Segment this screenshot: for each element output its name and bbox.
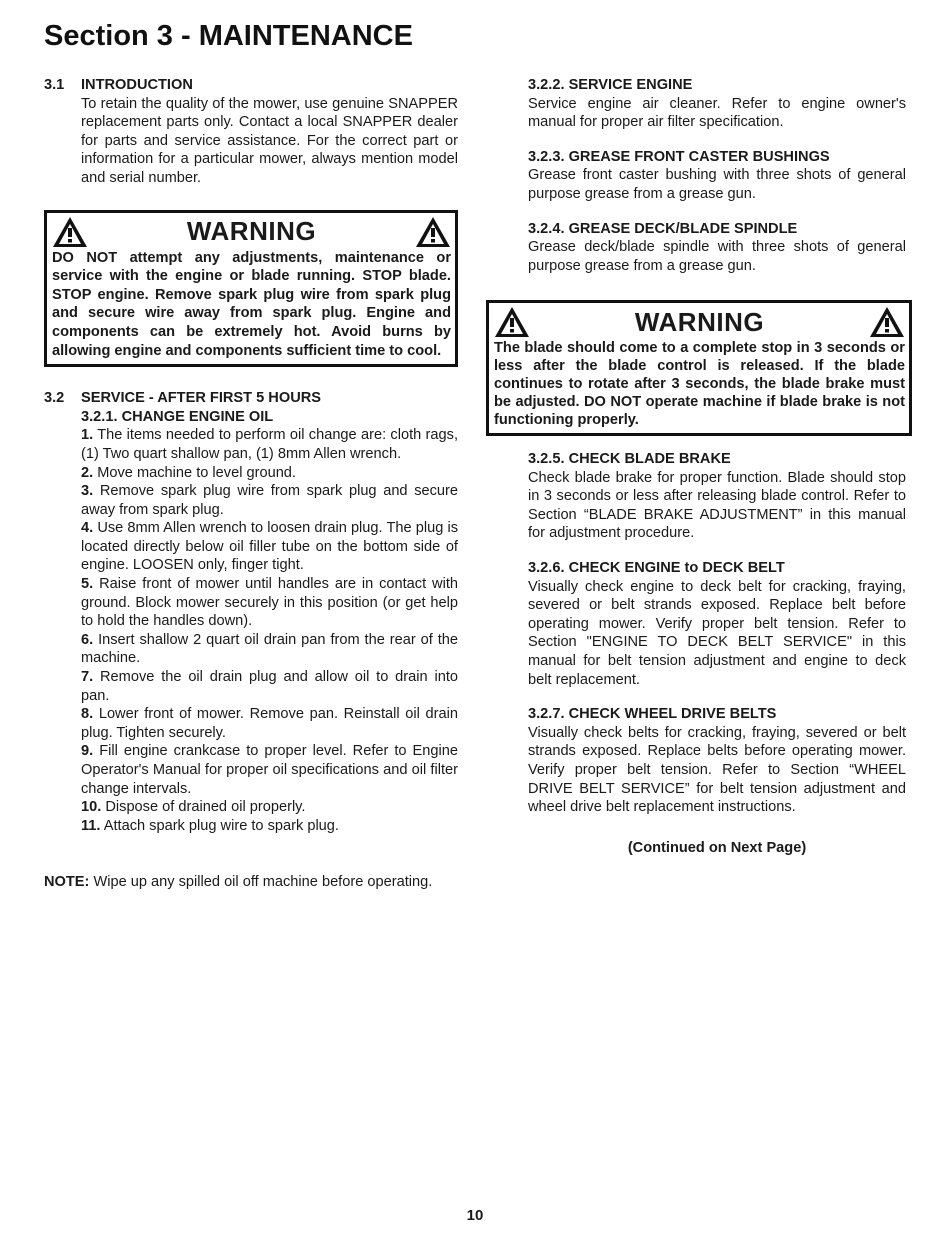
step-item: 2. Move machine to level ground. (81, 464, 296, 481)
section-3-2-number: 3.2 (44, 390, 65, 407)
section-3-2-3-heading: 3.2.3. GREASE FRONT CASTER BUSHINGS (528, 148, 830, 165)
note (44, 873, 458, 892)
warning-triangle-icon (52, 216, 88, 248)
section-3-2-6-text: Visually check engine to deck belt for cracking, fraying, severed or belt strands exposed. Replace belt before operating mower. Verify proper belt tension. Refer to Section "ENGINE TO DECK BELT SERVICE" in this manual for belt tension adjustment and engine to deck belt replacement. (528, 578, 906, 688)
warning-box-right (486, 300, 912, 436)
step-item: 8. Lower front of mower. Remove pan. Reinstall oil drain plug. Tighten securely. (81, 706, 458, 741)
step-item: 4. Use 8mm Allen wrench to loosen drain plug. The plug is located directly below oil filler tube on the bottom side of engine. LOOSEN only, finger tight. (81, 520, 458, 574)
section-3-2-5-heading: 3.2.5. CHECK BLADE BRAKE (528, 451, 731, 467)
section-3-2-title: SERVICE - AFTER FIRST 5 HOURS (81, 390, 322, 407)
section-3-2-5-text: Check blade brake for proper function. Blade should stop in 3 seconds or less after releasing blade control. Refer to Section “BLADE BRAKE ADJUSTMENT” in this manual for adjustment procedure. (528, 469, 906, 542)
step-item: 1. The items needed to perform oil change are: cloth rags, (1) Two quart shallow pan, (1) 8mm Allen wrench. (81, 427, 458, 462)
section-3-2-1-heading: 3.2.1. CHANGE ENGINE OIL (81, 408, 274, 425)
note-text: Wipe up any spilled oil off machine before operating. (89, 874, 433, 891)
note-label: NOTE: (44, 874, 90, 891)
warning-triangle-icon (869, 306, 905, 338)
section-3-2-7-text: Visually check belts for cracking, fraying, severed or belt strands exposed. Replace belts before operating mower. Verify proper belt tension. Refer to Section “WHEEL DRIVE BELT SERVICE” for belt tension adjustment and wheel drive belt replacement instructions. (528, 724, 906, 816)
warning-text: DO NOT attempt any adjustments, maintenance or service with the engine or blade running. STOP blade. STOP engine. Remove spark plug wire from spark plug and secure wire away from spark plug. Engine and components can be extremely hot. Avoid burns by allowing engine and components sufficient time to cool. (52, 249, 451, 359)
section-3-2-4-text: Grease deck/blade spindle with three shots of general purpose grease from a grease gun. (528, 239, 906, 274)
page-number: 10 (466, 1207, 484, 1224)
warning-triangle-icon (494, 306, 530, 338)
step-item: 11. Attach spark plug wire to spark plug. (81, 817, 339, 834)
step-item: 10. Dispose of drained oil properly. (81, 799, 306, 816)
section-3-2-6-heading: 3.2.6. CHECK ENGINE to DECK BELT (528, 559, 785, 576)
section-3-2-2-text: Service engine air cleaner. Refer to engine owner's manual for proper air filter specification. (528, 95, 906, 131)
warning-triangle-icon (415, 216, 451, 248)
warning-box-left (44, 210, 458, 368)
step-item: 3. Remove spark plug wire from spark plug and secure away from spark plug. (81, 483, 458, 518)
warning-header (494, 305, 905, 339)
section-3-1-title: INTRODUCTION (81, 77, 193, 93)
warning-title: WARNING (186, 216, 317, 247)
section-3-2-4-heading: 3.2.4. GREASE DECK/BLADE SPINDLE (528, 220, 798, 237)
continued-note: (Continued on Next Page) (627, 839, 807, 856)
section-3-2-2-heading: 3.2.2. SERVICE ENGINE (528, 77, 693, 93)
page-title: Section 3 - MAINTENANCE (44, 20, 413, 52)
step-item: 9. Fill engine crankcase to proper level. Refer to Engine Operator's Manual for proper oil specifications and oil filter change intervals. (81, 743, 458, 797)
warning-header (52, 215, 451, 249)
intro-text: To retain the quality of the mower, use genuine SNAPPER replacement parts only. Contact a local SNAPPER dealer for parts and service assistance. For the correct part or information for a particular mower, always mention model and serial number. (81, 95, 458, 186)
left-column (44, 76, 458, 892)
right-column (528, 76, 906, 291)
warning-title: WARNING (634, 307, 765, 337)
warning-text: The blade should come to a complete stop in 3 seconds or less after the blade control is released. If the blade continues to rotate after 3 seconds, the blade brake must be adjusted. DO NOT operate machine if blade brake is not functioning properly. (494, 340, 905, 428)
section-3-2-7-heading: 3.2.7. CHECK WHEEL DRIVE BELTS (528, 706, 777, 723)
step-item: 6. Insert shallow 2 quart oil drain pan from the rear of the machine. (81, 631, 458, 667)
step-item: 7. Remove the oil drain plug and allow oil to drain into pan. (81, 669, 458, 704)
oil-change-steps (44, 426, 458, 835)
section-3-2-3-text: Grease front caster bushing with three shots of general purpose grease from a grease gun. (528, 167, 906, 202)
section-3-1-heading (44, 76, 458, 95)
section-3-1-number: 3.1 (44, 77, 65, 93)
step-item: 5. Raise front of mower until handles are in contact with ground. Block mower securely in this position (or get help to hold the handles down). (81, 576, 458, 630)
section-3-2-heading (44, 389, 458, 408)
right-column-lower (528, 450, 906, 857)
